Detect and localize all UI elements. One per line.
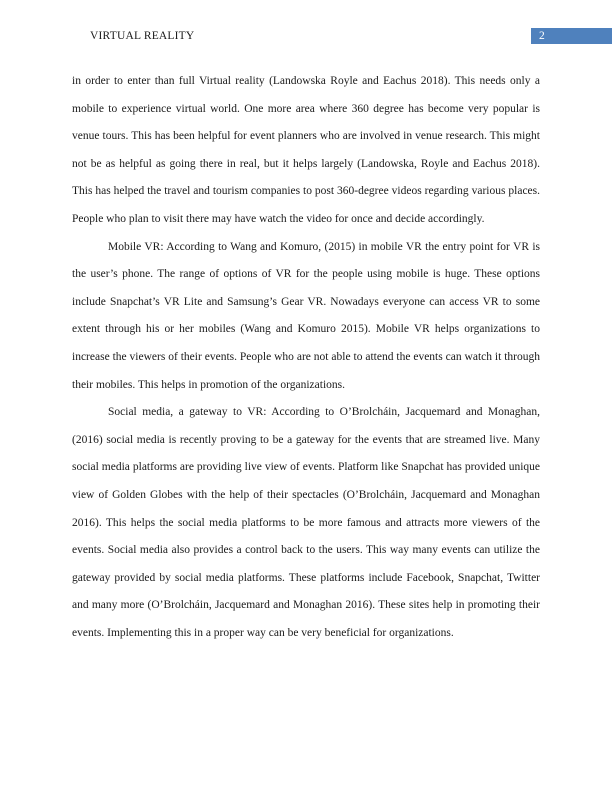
paragraph-mobile-vr: Mobile VR: According to Wang and Komuro, (2015) in mobile VR the entry point for VR is the user’s phone. The range of options of VR for the people using mobile is huge. These options include Snapchat’s VR Lite and Samsung’s Gear VR. Nowadays everyone can access VR to some extent through his or her mobiles (Wang and Komuro 2015). Mobile VR helps organizations to increase the viewers of their events. People who are not able to attend the events can watch it through their mobiles. This helps in promotion of the organizations. xyxy=(72,240,540,391)
running-header-title: VIRTUAL REALITY xyxy=(90,30,195,42)
document-body xyxy=(72,68,540,647)
paragraph-continuation: in order to enter than full Virtual reality (Landowska Royle and Eachus 2018). This needs only a mobile to experience virtual world. One more area where 360 degree has become very popular is venue tours. This has been helpful for event planners who are involved in venue research. This might not be as helpful as going there in real, but it helps largely (Landowska, Royle and Eachus 2018). This has helped the travel and tourism companies to post 360-degree videos regarding various places. People who plan to visit there may have watch the video for once and decide accordingly. xyxy=(72,75,540,225)
paragraph-social-media: Social media, a gateway to VR: According to O’Brolcháin, Jacquemard and Monaghan, (2016) social media is recently proving to be a gateway for the events that are streamed live. Many social media platforms are providing live view of events. Platform like Snapchat has provided unique view of Golden Globes with the help of their spectacles (O’Brolcháin, Jacquemard and Monaghan 2016). This helps the social media platforms to be more famous and attracts more viewers of the events. Social media also provides a control back to the users. This way many events can utilize the gateway provided by social media platforms. These platforms include Facebook, Snapchat, Twitter and many more (O’Brolcháin, Jacquemard and Monaghan 2016). These sites help in promoting their events. Implementing this in a proper way can be very beneficial for organizations. xyxy=(72,406,540,639)
page-number-badge: 2 xyxy=(531,28,612,44)
